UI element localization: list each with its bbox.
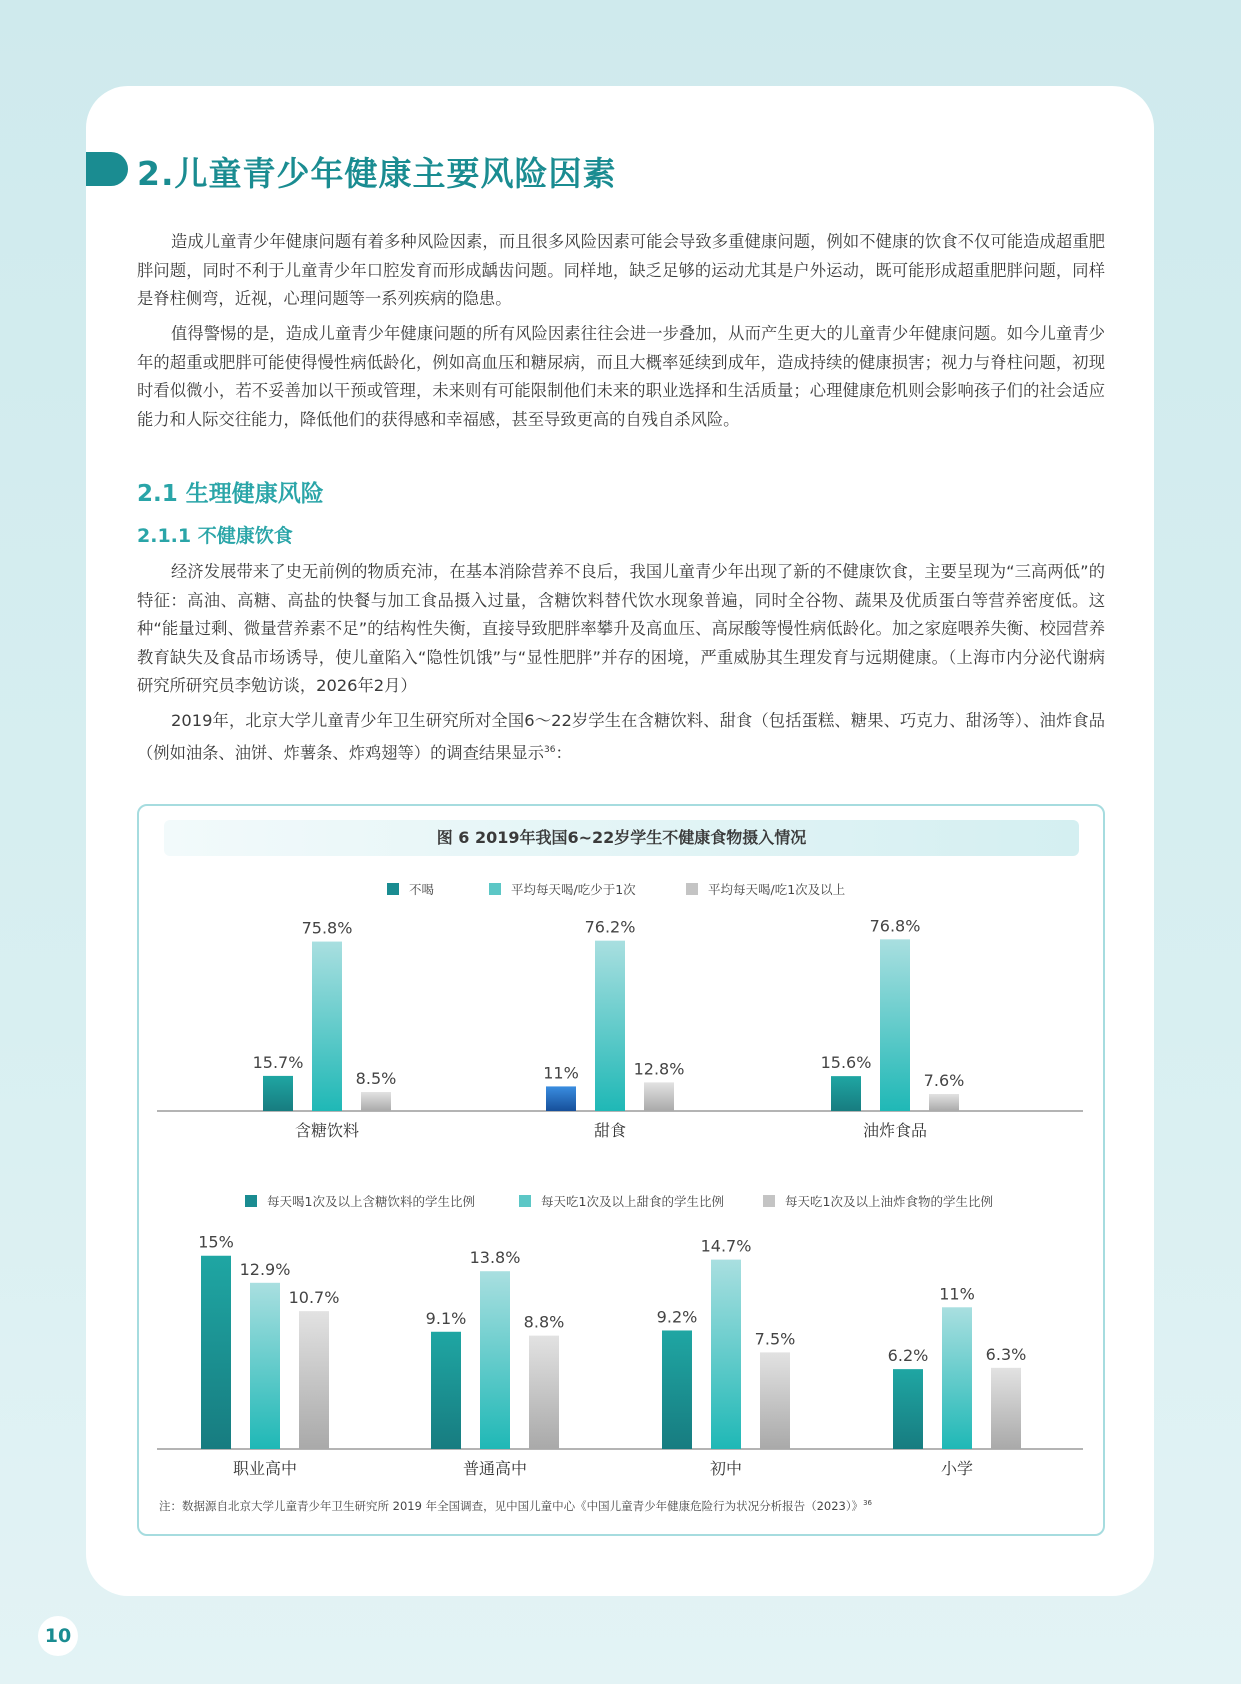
chart2-category-label: 小学 bbox=[940, 1459, 974, 1478]
survey-paragraph bbox=[137, 707, 1105, 767]
chart1-data-label: 11% bbox=[543, 1063, 579, 1083]
chart1-data-label: 15.6% bbox=[820, 1053, 872, 1073]
figure-6 bbox=[137, 804, 1105, 1536]
diet-paragraph: 经济发展带来了史无前例的物质充沛，在基本消除营养不良后，我国儿童青少年出现了新的不健康饮食，主要呈现为“三高两低”的特征：高油、高糖、高盐的快餐与加工食品摄入过量，含糖饮料替代饮水现象普遍，同时全谷物、蔬果及优质蛋白等营养密度低。这种“能量过剩、微量营养素不足”的结构性失衡，直接导致肥胖率攀升及高血压、高尿酸等慢性病低龄化。加之家庭喂养失衡、校园营养教育缺失及食品市场诱导，使儿童陷入“隐性饥饿”与“显性肥胖”并存的困境，严重威胁其生理发育与远期健康。（上海市内分泌代谢病研究所研究员李勉访谈，2026年2月） bbox=[137, 562, 1105, 695]
legend-label: 每天吃1次及以上甜食的学生比例 bbox=[541, 1194, 724, 1209]
page-number: 10 bbox=[38, 1616, 78, 1656]
chart2-data-label: 9.1% bbox=[425, 1308, 467, 1328]
chart2-bar bbox=[299, 1311, 329, 1449]
chart2-bar bbox=[942, 1307, 972, 1449]
chart1-bar bbox=[361, 1092, 391, 1111]
chart2-bar bbox=[431, 1332, 461, 1449]
chart2-data-label: 9.2% bbox=[656, 1307, 698, 1327]
chart1-data-label: 15.7% bbox=[252, 1052, 304, 1072]
chart-food-frequency bbox=[139, 806, 1103, 1534]
legend-label: 平均每天喝/吃少于1次 bbox=[511, 882, 636, 897]
chart1-data-label: 76.8% bbox=[869, 916, 921, 936]
chart2-bar bbox=[250, 1283, 280, 1449]
chart-title: 图 6 2019年我国6~22岁学生不健康食物摄入情况 bbox=[164, 820, 1079, 856]
chart1-bar bbox=[546, 1086, 576, 1111]
chart1-data-label: 75.8% bbox=[301, 918, 353, 938]
intro-paragraph-1: 造成儿童青少年健康问题有着多种风险因素，而且很多风险因素可能会导致多重健康问题，例如不健康的饮食不仅可能造成超重肥胖问题，同时不利于儿童青少年口腔发育而形成龋齿问题。同样地，缺乏足够的运动尤其是户外运动，既可能形成超重肥胖问题，同样是脊柱侧弯，近视，心理问题等一系列疾病的隐患。 bbox=[137, 232, 1105, 308]
legend-label: 平均每天喝/吃1次及以上 bbox=[708, 882, 846, 897]
legend-label: 每天喝1次及以上含糖饮料的学生比例 bbox=[267, 1194, 475, 1209]
chart2-data-label: 10.7% bbox=[288, 1288, 340, 1308]
chart1-data-label: 7.6% bbox=[923, 1071, 965, 1091]
chart-note-text: 注：数据源自北京大学儿童青少年卫生研究所 2019 年全国调查，见中国儿童中心《中国儿童青少年健康危险行为状况分析报告（2023）》 bbox=[159, 1499, 864, 1513]
subsubsection-title: 2.1.1 不健康饮食 bbox=[137, 525, 293, 547]
chart2-bar bbox=[662, 1330, 692, 1449]
chart1-bar bbox=[595, 941, 625, 1111]
chart2-bar bbox=[991, 1368, 1021, 1449]
chart1-data-label: 8.5% bbox=[355, 1069, 397, 1088]
chart2-data-label: 6.3% bbox=[985, 1344, 1027, 1364]
chart2-data-label: 15% bbox=[198, 1232, 234, 1252]
chart-note-reference: 36 bbox=[863, 1499, 873, 1508]
survey-reference: 36 bbox=[544, 744, 556, 755]
subsection-title: 2.1 生理健康风险 bbox=[137, 481, 324, 507]
legend-label: 不喝 bbox=[409, 882, 435, 897]
chart2-bar bbox=[529, 1336, 559, 1449]
chart2-category-label: 普通高中 bbox=[462, 1459, 528, 1478]
section-title: 2.儿童青少年健康主要风险因素 bbox=[137, 154, 617, 193]
chart1-data-label: 12.8% bbox=[633, 1059, 685, 1079]
chart1-category-label: 含糖饮料 bbox=[294, 1121, 360, 1140]
chart2-bar bbox=[480, 1271, 510, 1449]
chart-note bbox=[159, 1498, 872, 1514]
chart2-category-label: 职业高中 bbox=[232, 1459, 298, 1478]
legend-label: 每天吃1次及以上油炸食物的学生比例 bbox=[785, 1194, 993, 1209]
chart2-bar bbox=[201, 1256, 231, 1449]
chart1-bar bbox=[644, 1082, 674, 1111]
chart2-bar bbox=[760, 1352, 790, 1449]
chart2-data-label: 14.7% bbox=[700, 1236, 752, 1256]
chart1-category-label: 油炸食品 bbox=[862, 1121, 928, 1140]
chart1-data-label: 76.2% bbox=[584, 917, 636, 937]
intro-paragraph-2: 值得警惕的是，造成儿童青少年健康问题的所有风险因素往往会进一步叠加，从而产生更大的儿童青少年健康问题。如今儿童青少年的超重或肥胖可能使得慢性病低龄化，例如高血压和糖尿病，而且大概率延续到成年，造成持续的健康损害；视力与脊柱问题，初现时看似微小，若不妥善加以干预或管理，未来则有可能限制他们未来的职业选择和生活质量；心理健康危机则会影响孩子们的社会适应能力和人际交往能力，降低他们的获得感和幸福感，甚至导致更高的自残自杀风险。 bbox=[137, 324, 1105, 429]
chart1-bar bbox=[263, 1076, 293, 1111]
chart1-category-label: 甜食 bbox=[593, 1121, 627, 1140]
chart1-bar bbox=[831, 1076, 861, 1111]
chart2-data-label: 13.8% bbox=[469, 1248, 521, 1268]
chart2-data-label: 11% bbox=[939, 1284, 975, 1304]
chart2-data-label: 7.5% bbox=[754, 1329, 796, 1349]
chart2-category-label: 初中 bbox=[709, 1459, 743, 1478]
chart1-bar bbox=[880, 939, 910, 1111]
chart1-bar bbox=[312, 942, 342, 1111]
survey-colon: ： bbox=[555, 742, 572, 762]
chart2-data-label: 8.8% bbox=[523, 1312, 565, 1332]
chart2-data-label: 6.2% bbox=[887, 1346, 929, 1366]
chart2-data-label: 12.9% bbox=[239, 1259, 291, 1279]
survey-text: 2019年，北京大学儿童青少年卫生研究所对全国6～22岁学生在含糖饮料、甜食（包括蛋糕、糖果、巧克力、甜汤等）、油炸食品（例如油条、油饼、炸薯条、炸鸡翅等）的调查结果显示 bbox=[137, 711, 1105, 762]
chart2-bar bbox=[893, 1369, 923, 1449]
chart2-bar bbox=[711, 1260, 741, 1449]
chart1-bar bbox=[929, 1094, 959, 1111]
title-marker bbox=[86, 152, 128, 186]
